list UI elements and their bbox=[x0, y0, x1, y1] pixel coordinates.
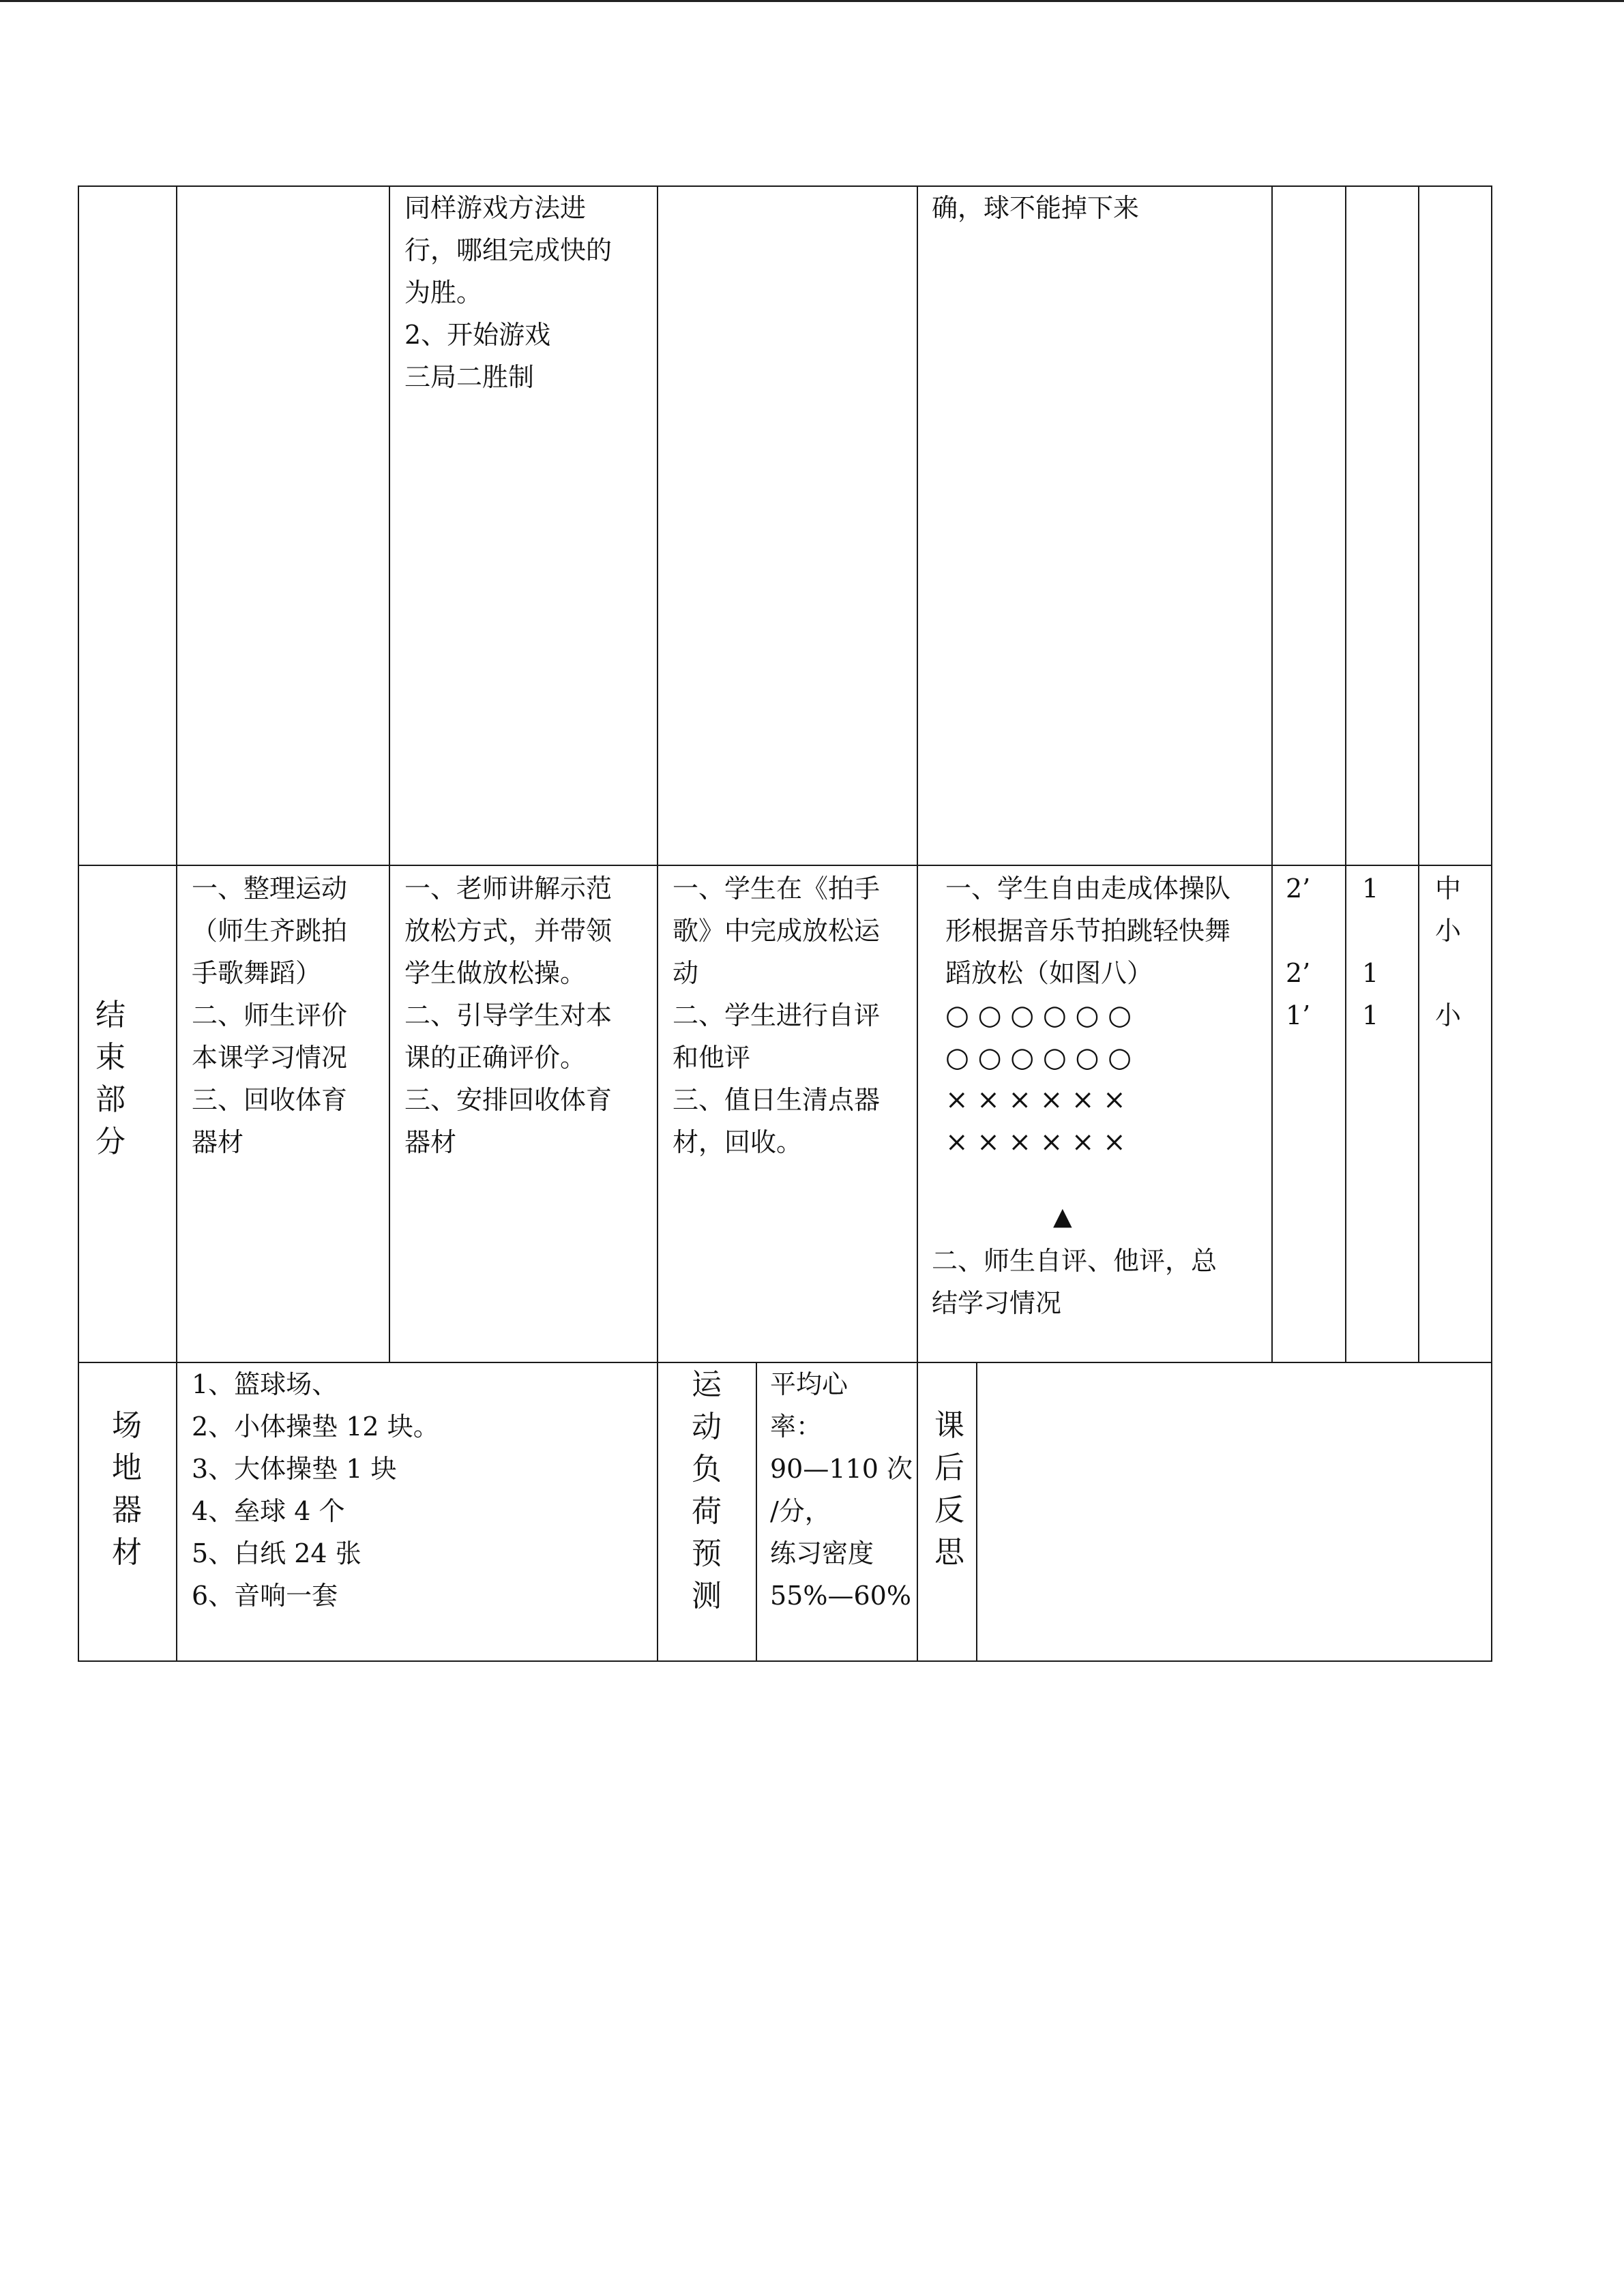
page-top-border bbox=[0, 0, 1624, 2]
ending-count-values: 1 1 1 bbox=[1362, 874, 1379, 1030]
ending-content-text: 一、整理运动 （师生齐跳拍 手歌舞蹈） 二、师生评价 本课学习情况 三、回收体育 器材 bbox=[192, 874, 348, 1157]
venue-equipment-label: 场 地 器 材 bbox=[112, 1408, 142, 1570]
teacher-position-icon: ▲ bbox=[1053, 1203, 1072, 1231]
ending-teacher-text: 一、老师讲解示范 放松方式，并带领 学生做放松操。 二、引导学生对本 课的正确评价。 三、安排回收体育 器材 bbox=[404, 874, 612, 1157]
equipment-list: 1、篮球场、 2、小体操垫 12 块。 3、大体操垫 1 块 4、垒球 4 个 5、白纸 24 张 6、音响一套 bbox=[192, 1369, 439, 1611]
game-requirement-text: 确，球不能掉下来 bbox=[932, 193, 1140, 223]
ending-organization-text: 一、学生自由走成体操队 形根据音乐节拍跳轻快舞 蹈放松（如图八） bbox=[945, 874, 1231, 988]
table-line bbox=[176, 185, 177, 1662]
table-line bbox=[78, 185, 79, 1662]
exercise-load-value: 平均心 率： 90—110 次 /分， 练习密度 55%—60% bbox=[770, 1369, 913, 1611]
table-line bbox=[1418, 185, 1419, 1363]
table-line bbox=[976, 1362, 977, 1662]
ending-section-label: 结 束 部 分 bbox=[95, 998, 126, 1159]
table-line bbox=[756, 1362, 757, 1662]
ending-student-text: 一、学生在《拍手 歌》中完成放松运 动 二、学生进行自评 和他评 三、值日生清点器 材，回收。 bbox=[673, 874, 881, 1157]
table-line bbox=[78, 865, 1492, 866]
table-line bbox=[1491, 185, 1492, 1662]
post-class-reflection-label: 课 后 反 思 bbox=[934, 1408, 964, 1570]
table-line bbox=[657, 185, 658, 1662]
table-line bbox=[1345, 185, 1346, 1363]
ending-intensity-values: 中 小 小 bbox=[1435, 874, 1462, 1030]
table-line bbox=[78, 185, 1492, 187]
table-line bbox=[917, 185, 918, 1662]
table-line bbox=[1271, 185, 1273, 1363]
table-line bbox=[78, 1660, 1492, 1662]
ending-time-values: 2’ 2’ 1’ bbox=[1286, 874, 1311, 1030]
table-line bbox=[389, 185, 390, 1363]
game-teacher-text: 同样游戏方法进 行，哪组完成快的 为胜。 2、开始游戏 三局二胜制 bbox=[404, 193, 612, 392]
formation-diagram: ○ ○ ○ ○ ○ ○ ○ ○ ○ ○ ○ ○ × × × × × × × × × × × × bbox=[945, 1000, 1132, 1158]
ending-summary-text: 二、师生自评、他评，总 结学习情况 bbox=[932, 1246, 1217, 1318]
exercise-load-label: 运 动 负 荷 预 测 bbox=[692, 1367, 722, 1613]
